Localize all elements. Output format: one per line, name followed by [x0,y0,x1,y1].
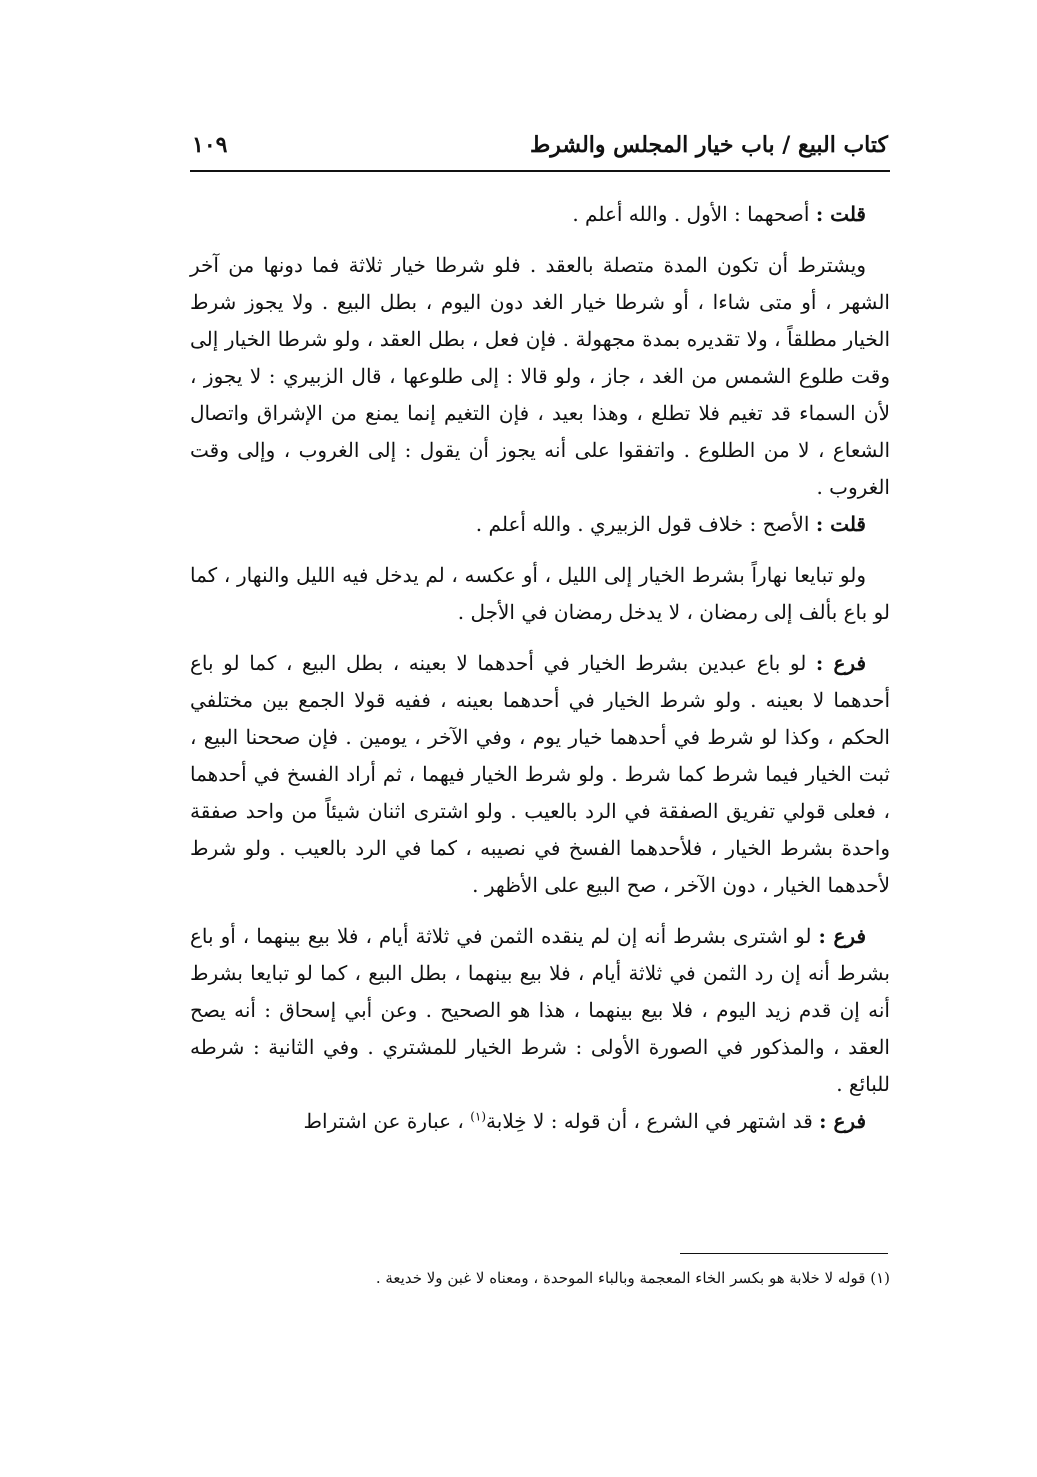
paragraph-text: ويشترط أن تكون المدة متصلة بالعقد . فلو شرطا خيار ثلاثة فما دونها من آخر الشهر ، أو متى شاءا ، أو شرطا خيار الغد دون اليوم ، بطل البيع . ولا يجوز شرط الخيار مطلقاً ، ولا تقديره بمدة مجهولة . فإن فعل ، بطل العقد ، ولو شرطا الخيار إلى وقت طلوع الشمس من الغد ، جاز ، ولو قالا : إلى طلوعها ، قال الزبيري : لا يجوز ، لأن السماء قد تغيم فلا تطلع ، وهذا بعيد ، فإن التغيم إنما يمنع من الإشراق واتصال الشعاع ، لا من الطلوع . واتفقوا على أنه يجوز أن يقول : إلى الغروب ، وإلى وقت الغروب . [190,253,890,499]
paragraph-text: ولو تبايعا نهاراً بشرط الخيار إلى الليل ، أو عكسه ، لم يدخل فيه الليل والنهار ، كما لو باع بألف إلى رمضان ، لا يدخل رمضان في الأجل . [190,563,890,624]
paragraph-text: الأصح : خلاف قول الزبيري . والله أعلم . [475,512,816,536]
paragraph-qult-1 [190,196,890,233]
page-number: ١٠٩ [192,132,228,158]
paragraph-text: أصحهما : الأول . والله أعلم . [572,202,816,226]
footnote-reference: (١) [470,1109,487,1124]
paragraph-lead: فرع : [819,1109,866,1133]
paragraph-text-tail: ، عبارة عن اشتراط [303,1109,471,1133]
running-title: كتاب البيع / باب خيار المجلس والشرط [529,132,888,158]
paragraph-duration [190,247,890,506]
paragraph-text: لو باع عبدين بشرط الخيار في أحدهما لا بعينه ، بطل البيع ، كما لو باع أحدهما لا بعينه . ولو شرط الخيار في أحدهما بعينه ، ففيه قولا الجمع بين مختلفي الحكم ، وكذا لو شرط في أحدهما خيار يوم ، وفي الآخر ، يومين . فإن صححنا البيع ، ثبت الخيار فيما شرط كما شرط . ولو شرط الخيار فيهما ، ثم أراد الفسخ في أحدهما ، فعلى قولي تفريق الصفقة في الرد بالعيب . ولو اشترى اثنان شيئاً من واحد صفقة واحدة بشرط الخيار ، فلأحدهما الفسخ في نصيبه ، كما في الرد بالعيب . ولو شرط لأحدهما الخيار ، دون الآخر ، صح البيع على الأظهر . [190,651,890,897]
paragraph-lead: قلت : [815,202,866,226]
paragraph-lead: فرع : [815,651,866,675]
paragraph-far-3 [190,1103,890,1140]
paragraph-day-night [190,557,890,631]
main-text [190,196,890,1140]
paragraph-qult-2 [190,506,890,543]
paragraph-lead: فرع : [818,924,867,948]
page-header [192,128,888,168]
paragraph-far-1 [190,645,890,904]
footnote-rule [680,1253,888,1254]
paragraph-far-2 [190,918,890,1103]
footnote: (١) قوله لا خلابة هو بكسر الخاء المعجمة وبالباء الموحدة ، ومعناه لا غبن ولا خديعة . [375,1269,890,1287]
header-rule [190,170,890,172]
paragraph-lead: قلت : [815,512,866,536]
paragraph-text: قد اشتهر في الشرع ، أن قوله : لا خِلابة [486,1109,820,1133]
paragraph-text: لو اشترى بشرط أنه إن لم ينقده الثمن في ثلاثة أيام ، فلا بيع بينهما ، أو باع بشرط أنه إن رد الثمن في ثلاثة أيام ، فلا بيع بينهما ، بطل البيع ، كما لو تبايعا بشرط أنه إن قدم زيد اليوم ، فلا بيع بينهما ، هذا هو الصحيح . وعن أبي إسحاق : أنه يصح العقد ، والمذكور في الصورة الأولى : شرط الخيار للمشتري . وفي الثانية : شرطه للبائع . [190,924,891,1096]
